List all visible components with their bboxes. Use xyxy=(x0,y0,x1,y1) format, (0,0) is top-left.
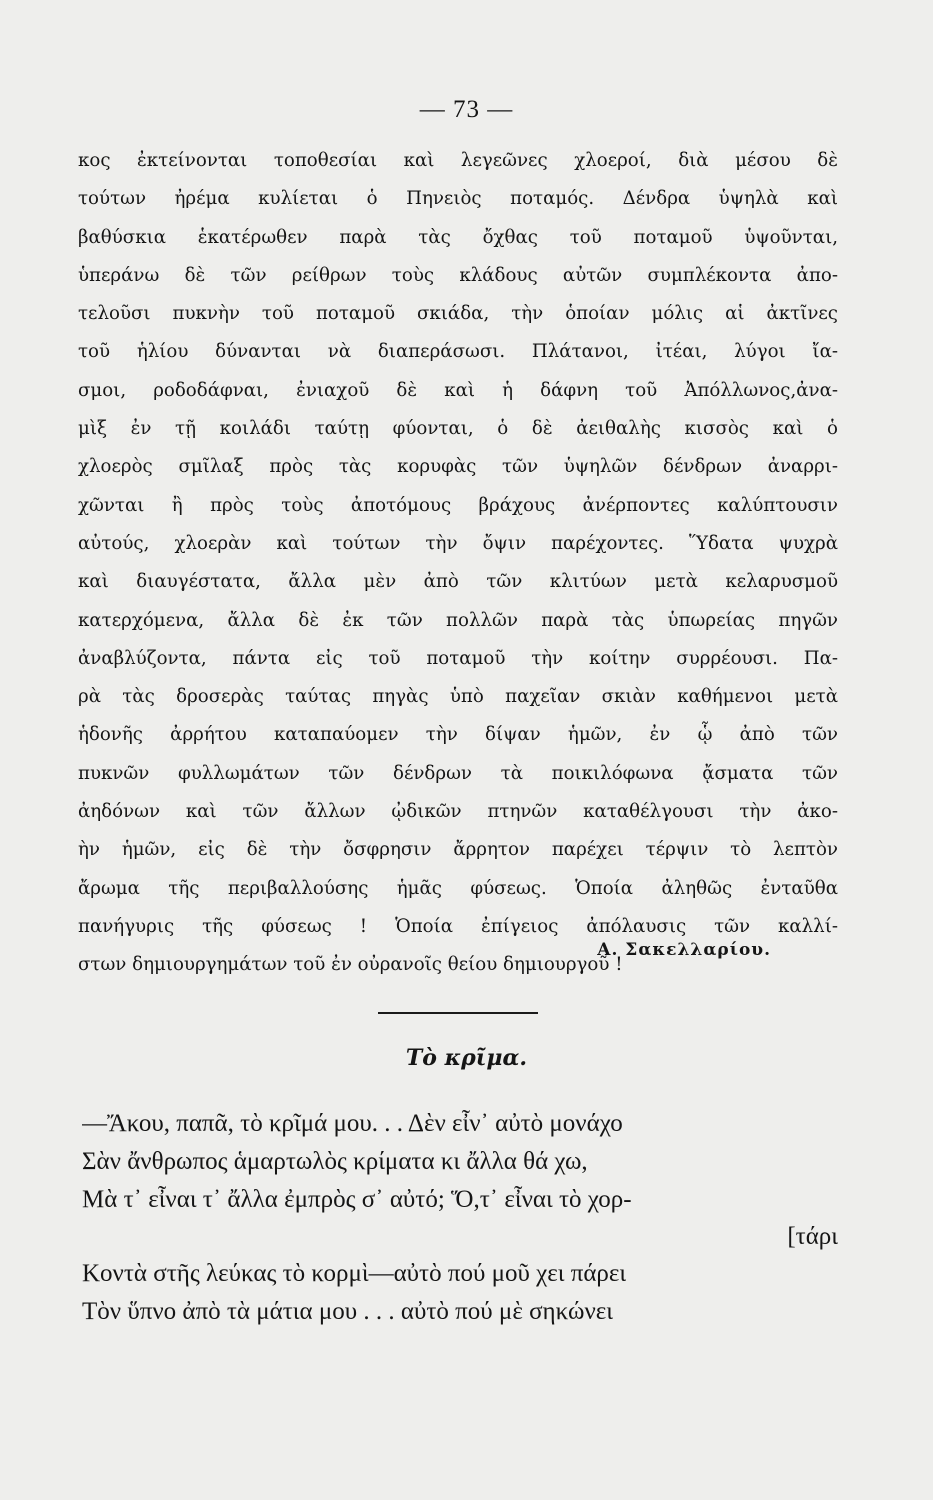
prose-line: ὑπεράνω δὲ τῶν ρείθρων τοὺς κλάδους αὐτῶν συμπλέκοντα ἀπο- xyxy=(78,264,838,286)
prose-line: τοῦ ἡλίου δύνανται νὰ διαπεράσωσι. Πλάτανοι, ἰτέαι, λύγοι ἴα- xyxy=(78,341,838,363)
prose-line: στων δημιουργημάτων τοῦ ἐν οὐρανοῖς θείου δημιουργοῦ ! xyxy=(78,954,623,976)
poem-line-continuation: [τάρι xyxy=(787,1223,838,1250)
prose-line: καὶ διαυγέστατα, ἄλλα μὲν ἀπὸ τῶν κλιτύων μετὰ κελαρυσμοῦ xyxy=(78,571,838,593)
prose-line: βαθύσκια ἑκατέρωθεν παρὰ τὰς ὄχθας τοῦ ποταμοῦ ὑψοῦνται, xyxy=(78,226,838,248)
prose-line: τελοῦσι πυκνὴν τοῦ ποταμοῦ σκιάδα, τὴν ὁποίαν μόλις αἱ ἀκτῖνες xyxy=(78,303,838,325)
prose-line: ἄρωμα τῆς περιβαλλούσης ἡμᾶς φύσεως. Ὁποία ἀληθῶς ἐνταῦθα xyxy=(78,877,838,899)
prose-line: κατερχόμενα, ἄλλα δὲ ἐκ τῶν πολλῶν παρὰ τὰς ὑπωρείας πηγῶν xyxy=(78,609,838,631)
poem-line: Σὰν ἄνθρωπος ἁμαρτωλὸς κρίματα κι ἄλλα θά χω, xyxy=(82,1148,588,1175)
prose-line: τούτων ἠρέμα κυλίεται ὁ Πηνειὸς ποταμός. Δένδρα ὑψηλὰ καὶ xyxy=(78,188,838,210)
prose-line: χλοερὸς σμῖλαξ πρὸς τὰς κορυφὰς τῶν ὑψηλῶν δένδρων ἀναρρι- xyxy=(78,456,838,478)
prose-line: σμοι, ροδοδάφναι, ἐνιαχοῦ δὲ καὶ ἡ δάφνη τοῦ Ἀπόλλωνος,ἀνα- xyxy=(78,379,838,401)
prose-line: ὴν ἡμῶν, εἰς δὲ τὴν ὄσφρησιν ἄρρητον παρέχει τέρψιν τὸ λεπτὸν xyxy=(78,839,838,861)
poem-block xyxy=(82,1105,842,1331)
prose-line: ἀηδόνων καὶ τῶν ἄλλων ᾠδικῶν πτηνῶν καταθέλγουσι τὴν ἀκο- xyxy=(78,801,838,823)
prose-block xyxy=(78,142,838,985)
poem-line: Μὰ τ᾽ εἶναι τ᾽ ἄλλα ἐμπρὸς σ᾽ αὐτό; Ὅ,τ᾽ εἶναι τὸ χορ- xyxy=(82,1186,632,1213)
prose-line: πυκνῶν φυλλωμάτων τῶν δένδρων τὰ ποικιλόφωνα ᾄσματα τῶν xyxy=(78,762,838,784)
prose-line: χῶνται ἢ πρὸς τοὺς ἀποτόμους βράχους ἀνέρποντες καλύπτουσιν xyxy=(78,494,838,516)
poem-line: Κοντὰ στῆς λεύκας τὸ κορμὶ—αὐτὸ πού μοῦ χει πάρει xyxy=(82,1260,627,1287)
poem-line: Τὸν ὕπνο ἀπὸ τὰ μάτια μου . . . αὐτὸ πού μὲ σηκώνει xyxy=(82,1298,613,1325)
poem-title: Τὸ κρῖμα. xyxy=(405,1045,528,1071)
prose-line: αὐτούς, χλοερὰν καὶ τούτων τὴν ὄψιν παρέχοντες. Ὕδατα ψυχρὰ xyxy=(78,532,838,554)
prose-line: μὶξ ἐν τῇ κοιλάδι ταύτῃ φύονται, ὁ δὲ ἀειθαλὴς κισσὸς καὶ ὁ xyxy=(78,418,838,440)
prose-line: κος ἐκτείνονται τοποθεσίαι καὶ λεγεῶνες χλοεροί, διὰ μέσου δὲ xyxy=(78,150,838,171)
section-divider xyxy=(378,1012,538,1014)
prose-line: ρὰ τὰς δροσερὰς ταύτας πηγὰς ὑπὸ παχεῖαν σκιὰν καθήμενοι μετὰ xyxy=(78,686,838,708)
prose-line: ἡδονῆς ἀρρήτου καταπαύομεν τὴν δίψαν ἡμῶν, ἐν ᾧ ἀπὸ τῶν xyxy=(78,724,838,746)
prose-line: πανήγυρις τῆς φύσεως ! Ὁποία ἐπίγειος ἀπόλαυσις τῶν καλλί- xyxy=(78,915,838,937)
page-number: — 73 — xyxy=(419,96,514,123)
prose-line: ἀναβλύζοντα, πάντα εἰς τοῦ ποταμοῦ τὴν κοίτην συρρέουσι. Πα- xyxy=(78,647,838,669)
poem-line: —Ἄκου, παπᾶ, τὸ κρῖμά μου. . . Δὲν εἶν᾽ αὐτὸ μονάχο xyxy=(82,1110,623,1137)
author-signature: Α. Σακελλαρίου. xyxy=(597,940,771,960)
